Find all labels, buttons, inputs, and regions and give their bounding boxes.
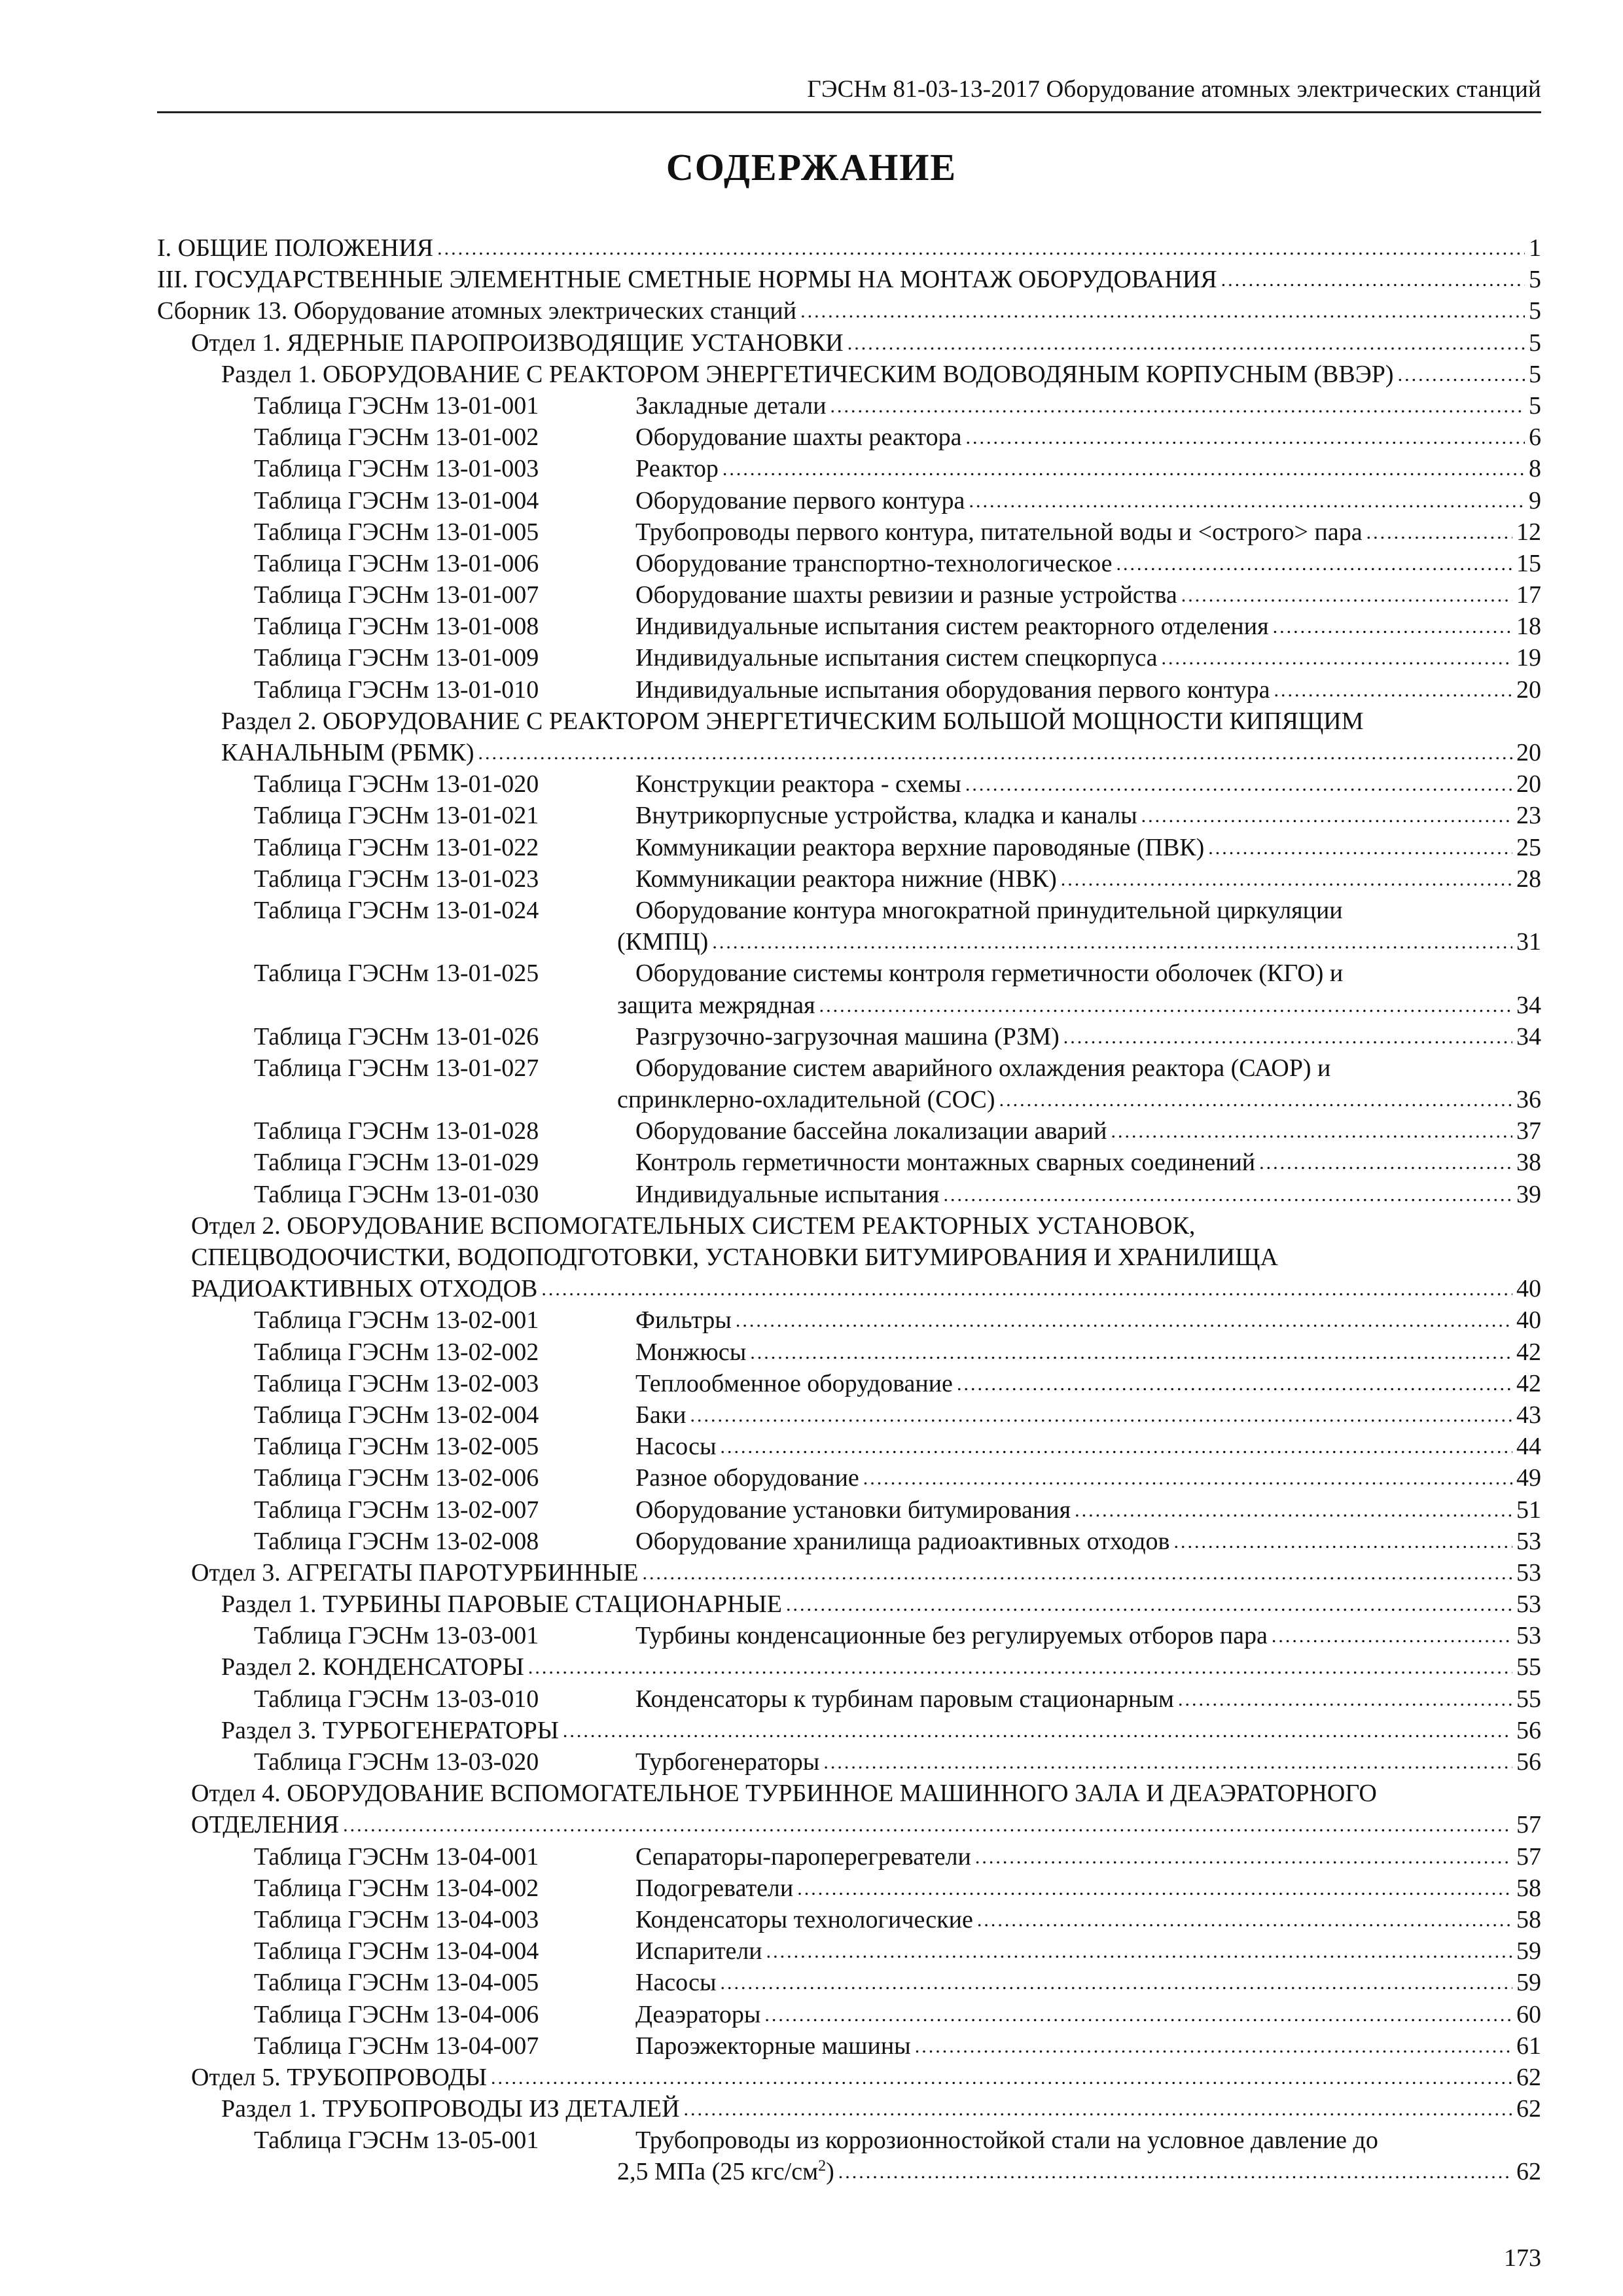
toc-entry-department-cont[interactable] [157, 1242, 1541, 1273]
toc-entry-section[interactable] [157, 2093, 1541, 2125]
dot-leader [800, 294, 1525, 327]
toc-entry-table[interactable] [157, 1494, 1541, 1526]
dot-leader [977, 1903, 1512, 1936]
toc-table-code: Таблица ГЭСНм 13-01-007 [254, 581, 539, 609]
toc-entry-department[interactable] [157, 1210, 1541, 1242]
toc-entry-label: Насосы [635, 1969, 717, 1997]
dot-leader [847, 326, 1525, 359]
toc-entry-table[interactable] [157, 1526, 1541, 1557]
toc-entry-table[interactable] [157, 1462, 1541, 1494]
dot-leader [823, 1745, 1512, 1778]
dot-leader [764, 1998, 1512, 2031]
toc-entry-table[interactable] [157, 422, 1541, 453]
toc-entry-section[interactable] [157, 1651, 1541, 1683]
toc-table-code: Таблица ГЭСНм 13-01-003 [254, 455, 539, 483]
toc-entry-label: Индивидуальные испытания оборудования первого контура [635, 675, 1270, 704]
toc-table-code: Таблица ГЭСНм 13-02-003 [254, 1369, 539, 1397]
toc-entry-label: Насосы [635, 1433, 717, 1461]
toc-entry-table[interactable] [157, 485, 1541, 516]
toc-entry-label: Оборудование первого контура [635, 486, 965, 514]
toc-table-code: Таблица ГЭСНм 13-04-007 [254, 2032, 539, 2060]
toc-entry-page: 31 [1516, 928, 1541, 956]
toc-table-code: Таблица ГЭСНм 13-04-003 [254, 1905, 539, 1933]
dot-leader [1173, 1524, 1512, 1558]
toc-entry-page: 49 [1516, 1464, 1541, 1492]
toc-entry-table[interactable] [157, 548, 1541, 579]
toc-table-code: Таблица ГЭСНм 13-02-005 [254, 1433, 539, 1461]
dot-leader [750, 1335, 1512, 1369]
toc-entry-table[interactable] [157, 863, 1541, 895]
toc-entry-table[interactable] [157, 1179, 1541, 1210]
toc-entry-table[interactable] [157, 1399, 1541, 1431]
toc-table-code: Таблица ГЭСНм 13-01-021 [254, 802, 539, 830]
toc-table-code: Таблица ГЭСНм 13-01-024 [254, 896, 539, 924]
toc-entry-page: 62 [1516, 2063, 1541, 2091]
header-text: ГЭСНм 81-03-13-2017 Оборудование атомных электрических станций [807, 76, 1541, 103]
toc-entry-label-line2 [617, 2156, 834, 2187]
dot-leader [343, 1808, 1512, 1841]
toc-entry-page: 57 [1516, 1842, 1541, 1871]
toc-entry-label: Фильтры [635, 1306, 732, 1335]
toc-entry-page: 12 [1516, 518, 1541, 546]
toc-entry-section[interactable] [157, 1715, 1541, 1746]
dot-leader [541, 1272, 1512, 1305]
toc-entry-page: 38 [1516, 1149, 1541, 1177]
toc-entry-page: 9 [1529, 486, 1541, 514]
toc-entry-page: 42 [1516, 1338, 1541, 1366]
label-tail: ) [826, 2158, 834, 2186]
toc-table-code: Таблица ГЭСНм 13-02-007 [254, 1496, 539, 1524]
toc-entry-label: Раздел 1. ОБОРУДОВАНИЕ С РЕАКТОРОМ ЭНЕРГЕТИЧЕСКИМ ВОДОВОДЯНЫМ КОРПУСНЫМ (ВВЭР) [221, 360, 1394, 388]
toc-entry-page: 42 [1516, 1369, 1541, 1397]
toc-entry-label-line2: (КМПЦ) [617, 928, 709, 956]
toc-entry-table[interactable] [157, 958, 1541, 989]
dot-leader [491, 2060, 1512, 2094]
toc-entry-label: Раздел 2. КОНДЕНСАТОРЫ [221, 1653, 524, 1681]
toc-entry-page: 62 [1516, 2095, 1541, 2123]
dot-leader [642, 1556, 1512, 1589]
toc-table-code: Таблица ГЭСНм 13-01-004 [254, 486, 539, 514]
toc-entry-label: Баки [635, 1401, 687, 1429]
running-header [157, 73, 1541, 113]
toc-entry-page: 5 [1529, 266, 1541, 294]
toc-entry-label-line1: Оборудование системы контроля герметичности оболочек (КГО) и [635, 960, 1344, 988]
toc-table-code: Таблица ГЭСНм 13-01-008 [254, 613, 539, 641]
toc-entry-label: Оборудование установки битумирования [635, 1496, 1071, 1524]
toc-entry-section[interactable] [157, 706, 1541, 737]
dot-leader [1141, 798, 1512, 832]
toc-entry-page: 36 [1516, 1086, 1541, 1114]
dot-leader [684, 2092, 1512, 2125]
toc-entry-table-cont[interactable] [157, 926, 1541, 958]
dot-leader [1259, 1145, 1512, 1179]
toc-entry-page: 1 [1529, 234, 1541, 262]
toc-entry-label: Коммуникации реактора нижние (НВК) [635, 865, 1057, 893]
toc-entry-label: III. ГОСУДАРСТВЕННЫЕ ЭЛЕМЕНТНЫЕ СМЕТНЫЕ НОРМЫ НА МОНТАЖ ОБОРУДОВАНИЯ [157, 266, 1217, 294]
toc-table-code: Таблица ГЭСНм 13-01-005 [254, 518, 539, 546]
toc-table-code: Таблица ГЭСНм 13-03-020 [254, 1748, 539, 1776]
toc-entry-table[interactable] [157, 1904, 1541, 1935]
toc-entry-table[interactable] [157, 2125, 1541, 2156]
toc-entry-label: Конденсаторы технологические [635, 1905, 973, 1933]
toc-entry-section-cont[interactable] [157, 737, 1541, 768]
toc-entry-table[interactable] [157, 832, 1541, 863]
toc-entry-table[interactable] [157, 1336, 1541, 1368]
dot-leader [863, 1461, 1512, 1494]
toc-entry-label: Оборудование хранилища радиоактивных отходов [635, 1527, 1170, 1555]
toc-table-code: Таблица ГЭСНм 13-03-001 [254, 1622, 539, 1650]
toc-table-code: Таблица ГЭСНм 13-04-001 [254, 1842, 539, 1871]
toc-table-code: Таблица ГЭСНм 13-01-001 [254, 391, 539, 420]
dot-leader [1075, 1493, 1512, 1526]
toc-table-code: Таблица ГЭСНм 13-02-006 [254, 1464, 539, 1492]
toc-table-code: Таблица ГЭСНм 13-02-004 [254, 1401, 539, 1429]
toc-table-code: Таблица ГЭСНм 13-04-005 [254, 1969, 539, 1997]
toc-table-code: Таблица ГЭСНм 13-05-001 [254, 2126, 539, 2155]
toc-entry-table[interactable] [157, 1147, 1541, 1178]
label-text: 2,5 МПа (25 кгс/см [617, 2158, 819, 2186]
toc-entry-table[interactable] [157, 1021, 1541, 1052]
toc-entry-page: 60 [1516, 2000, 1541, 2028]
toc-entry-label-line2: КАНАЛЬНЫМ (РБМК) [221, 739, 474, 766]
toc-entry-page: 20 [1516, 675, 1541, 704]
toc-entry-page: 43 [1516, 1401, 1541, 1429]
dot-leader [838, 2155, 1512, 2188]
toc-table-code: Таблица ГЭСНм 13-01-006 [254, 549, 539, 577]
toc-entry-page: 55 [1516, 1685, 1541, 1713]
toc-entry-page: 17 [1516, 581, 1541, 609]
dot-leader [437, 231, 1525, 264]
toc-entry-label: Индивидуальные испытания систем реакторного отделения [635, 613, 1269, 641]
toc-entry-table[interactable] [157, 1935, 1541, 1967]
toc-entry-table[interactable] [157, 1967, 1541, 1998]
toc-entry-table[interactable] [157, 895, 1541, 926]
toc-entry-table[interactable] [157, 453, 1541, 484]
dot-leader [786, 1587, 1512, 1621]
toc-entry-label-line3: РАДИОАКТИВНЫХ ОТХОДОВ [191, 1275, 538, 1303]
toc-entry-label: Внутрикорпусные устройства, кладка и каналы [635, 802, 1137, 830]
toc-entry-section[interactable] [157, 1588, 1541, 1620]
toc-entry-page: 28 [1516, 865, 1541, 893]
toc-entry-label: Раздел 3. ТУРБОГЕНЕРАТОРЫ [221, 1716, 559, 1744]
toc-entry-label: Контроль герметичности монтажных сварных соединений [635, 1149, 1256, 1177]
toc-entry-table[interactable] [157, 1431, 1541, 1462]
toc-entry-label: Оборудование бассейна локализации аварий [635, 1117, 1107, 1145]
dot-leader [975, 1840, 1512, 1873]
toc-entry-table[interactable] [157, 1368, 1541, 1399]
toc-table-code: Таблица ГЭСНм 13-02-002 [254, 1338, 539, 1366]
toc-entry-table[interactable] [157, 642, 1541, 673]
toc-entry-label: Конденсаторы к турбинам паровым стационарным [635, 1685, 1174, 1713]
dot-leader [1178, 1682, 1512, 1715]
toc-entry-department[interactable] [157, 1778, 1541, 1809]
toc-entry-page: 8 [1529, 455, 1541, 483]
dot-leader [915, 2029, 1512, 2062]
toc-entry-page: 56 [1516, 1748, 1541, 1776]
toc-entry-label: Оборудование шахты реактора [635, 423, 962, 452]
toc-entry-table[interactable] [157, 611, 1541, 642]
dot-leader [690, 1398, 1512, 1431]
toc-entry-label: Монжюсы [635, 1338, 747, 1366]
dot-leader [478, 736, 1512, 769]
toc-entry-page: 57 [1516, 1811, 1541, 1839]
toc-entry-page: 37 [1516, 1117, 1541, 1145]
toc-entry-page: 34 [1516, 1022, 1541, 1050]
toc-entry-label: Коммуникации реактора верхние пароводяные (ПВК) [635, 833, 1205, 861]
toc-entry-table[interactable] [157, 768, 1541, 800]
toc-table-code: Таблица ГЭСНм 13-03-010 [254, 1685, 539, 1713]
toc-table-code: Таблица ГЭСНм 13-01-020 [254, 770, 539, 798]
toc-entry-page: 20 [1516, 770, 1541, 798]
toc-entry[interactable] [157, 264, 1541, 295]
toc-entry-page: 53 [1516, 1558, 1541, 1587]
dot-leader [1273, 609, 1512, 643]
toc-entry-label-line1: Оборудование контура многократной принудительной циркуляции [635, 896, 1343, 924]
toc-entry-label: Индивидуальные испытания систем спецкорпуса [635, 644, 1158, 672]
toc-entry-label: Деаэраторы [635, 2000, 761, 2028]
dot-leader [1398, 357, 1525, 391]
toc-entry-page: 5 [1529, 391, 1541, 420]
toc-entry-table-cont[interactable] [157, 2156, 1541, 2187]
toc-entry-table[interactable] [157, 1841, 1541, 1873]
toc-entry-page: 61 [1516, 2032, 1541, 2060]
dot-leader [999, 1083, 1512, 1116]
toc-entry-label: Теплообменное оборудование [635, 1369, 953, 1397]
toc-table-code: Таблица ГЭСНм 13-04-006 [254, 2000, 539, 2028]
dot-leader [966, 420, 1525, 454]
toc-entry-table[interactable] [157, 2030, 1541, 2062]
toc-entry-table[interactable] [157, 1620, 1541, 1651]
dot-leader [1274, 673, 1512, 706]
dot-leader [1063, 1020, 1512, 1053]
toc-entry-label-line1: Оборудование систем аварийного охлаждения реактора (САОР) и [635, 1054, 1331, 1082]
page-number: 173 [1504, 2244, 1541, 2272]
toc-entry-label: Оборудование транспортно-технологическое [635, 549, 1113, 577]
toc-table-code: Таблица ГЭСНм 13-01-009 [254, 644, 539, 672]
toc-entry-department[interactable] [157, 1557, 1541, 1588]
toc-entry-department-cont[interactable] [157, 1809, 1541, 1840]
toc-entry-label: Отдел 1. ЯДЕРНЫЕ ПАРОПРОИЗВОДЯЩИЕ УСТАНОВКИ [191, 329, 844, 357]
toc-entry-label: Турбины конденсационные без регулируемых отборов пара [635, 1622, 1268, 1650]
toc-entry-page: 59 [1516, 1969, 1541, 1997]
dot-leader [830, 389, 1525, 422]
toc-entry-label: Трубопроводы первого контура, питательной воды и <острого> пара [635, 518, 1363, 546]
toc-entry-label: Пароэжекторные машины [635, 2032, 911, 2060]
dot-leader [957, 1367, 1512, 1400]
table-of-contents [157, 232, 1541, 2188]
toc-entry-label: Раздел 1. ТРУБОПРОВОДЫ ИЗ ДЕТАЛЕЙ [221, 2095, 680, 2123]
dot-leader [1162, 641, 1513, 674]
toc-entry-page: 53 [1516, 1622, 1541, 1650]
toc-entry-table[interactable] [157, 579, 1541, 611]
toc-entry-label: Реактор [635, 455, 719, 483]
toc-entry-label: Турбогенераторы [635, 1748, 820, 1776]
toc-entry-label: Конструкции реактора - схемы [635, 770, 961, 798]
dot-leader [1208, 831, 1512, 864]
toc-entry-table[interactable] [157, 516, 1541, 548]
toc-entry-label-line2: СПЕЦВОДООЧИСТКИ, ВОДОПОДГОТОВКИ, УСТАНОВКИ БИТУМИРОВАНИЯ И ХРАНИЛИЩА [191, 1244, 1278, 1271]
dot-leader [965, 767, 1512, 800]
toc-entry-page: 56 [1516, 1716, 1541, 1744]
toc-entry-label: Разное оборудование [635, 1464, 859, 1492]
dot-leader [721, 1965, 1512, 1999]
dot-leader [722, 452, 1525, 485]
toc-entry-page: 40 [1516, 1306, 1541, 1335]
toc-entry-table-cont[interactable] [157, 1084, 1541, 1115]
toc-entry-table-cont[interactable] [157, 990, 1541, 1021]
dot-leader [721, 1429, 1512, 1463]
toc-entry-label: Подогреватели [635, 1874, 794, 1902]
dot-leader [969, 484, 1525, 517]
toc-entry-page: 5 [1529, 360, 1541, 388]
toc-entry-page: 23 [1516, 802, 1541, 830]
toc-entry-page: 34 [1516, 991, 1541, 1019]
toc-entry-department[interactable] [157, 327, 1541, 359]
toc-entry[interactable] [157, 232, 1541, 264]
dot-leader [819, 988, 1512, 1022]
dot-leader [1181, 578, 1512, 611]
toc-entry-label: Сборник 13. Оборудование атомных электрических станций [157, 297, 797, 325]
dot-leader [1116, 547, 1512, 580]
toc-table-code: Таблица ГЭСНм 13-04-004 [254, 1937, 539, 1965]
toc-entry-label: Индивидуальные испытания [635, 1180, 940, 1208]
toc-entry-page: 55 [1516, 1653, 1541, 1681]
toc-entry-table[interactable] [157, 1683, 1541, 1715]
toc-entry-label: Оборудование шахты ревизии и разные устройства [635, 581, 1177, 609]
toc-entry-page: 53 [1516, 1527, 1541, 1555]
toc-entry-label: Испарители [635, 1937, 762, 1965]
toc-entry-table[interactable] [157, 800, 1541, 831]
toc-table-code: Таблица ГЭСНм 13-01-023 [254, 865, 539, 893]
toc-entry-table[interactable] [157, 1052, 1541, 1084]
toc-table-code: Таблица ГЭСНм 13-01-002 [254, 423, 539, 452]
toc-entry-page: 18 [1516, 613, 1541, 641]
toc-table-code: Таблица ГЭСНм 13-01-027 [254, 1054, 539, 1082]
toc-entry-table[interactable] [157, 390, 1541, 422]
dot-leader [736, 1303, 1512, 1336]
superscript: 2 [818, 2157, 827, 2175]
toc-entry-label-line1: Отдел 4. ОБОРУДОВАНИЕ ВСПОМОГАТЕЛЬНОЕ ТУРБИННОЕ МАШИННОГО ЗАЛА И ДЕАЭРАТОРНОГО [191, 1780, 1377, 1808]
toc-table-code: Таблица ГЭСНм 13-01-030 [254, 1180, 539, 1208]
toc-table-code: Таблица ГЭСНм 13-04-002 [254, 1874, 539, 1902]
toc-entry-label-line2: защита межрядная [617, 991, 815, 1019]
toc-entry-page: 51 [1516, 1496, 1541, 1524]
toc-entry-label-line1: Раздел 2. ОБОРУДОВАНИЕ С РЕАКТОРОМ ЭНЕРГЕТИЧЕСКИМ БОЛЬШОЙ МОЩНОСТИ КИПЯЩИМ [221, 707, 1364, 735]
toc-entry-page: 59 [1516, 1937, 1541, 1965]
toc-entry-label-line1: Отдел 2. ОБОРУДОВАНИЕ ВСПОМОГАТЕЛЬНЫХ СИСТЕМ РЕАКТОРНЫХ УСТАНОВОК, [191, 1211, 1196, 1240]
dot-leader [766, 1934, 1512, 1967]
dot-leader [1366, 515, 1512, 548]
toc-table-code: Таблица ГЭСНм 13-01-022 [254, 833, 539, 861]
toc-entry-label: Отдел 5. ТРУБОПРОВОДЫ [191, 2063, 487, 2091]
toc-entry-label: I. ОБЩИЕ ПОЛОЖЕНИЯ [157, 234, 434, 262]
page-title: СОДЕРЖАНИЕ [666, 146, 957, 188]
toc-entry-page: 25 [1516, 833, 1541, 861]
toc-entry-table[interactable] [157, 1746, 1541, 1778]
toc-entry-label-line2: спринклерно-охладительной (СОС) [617, 1086, 995, 1114]
dot-leader [1111, 1114, 1512, 1147]
toc-entry-table[interactable] [157, 1304, 1541, 1336]
toc-entry-table[interactable] [157, 1999, 1541, 2030]
toc-entry-department[interactable] [157, 2062, 1541, 2093]
toc-entry-label-line2: ОТДЕЛЕНИЯ [191, 1811, 340, 1839]
toc-entry[interactable] [157, 295, 1541, 327]
dot-leader [712, 925, 1512, 958]
toc-entry-department-cont[interactable] [157, 1273, 1541, 1304]
dot-leader [943, 1177, 1512, 1211]
toc-table-code: Таблица ГЭСНм 13-01-028 [254, 1117, 539, 1145]
dot-leader [1221, 262, 1525, 296]
dot-leader [563, 1713, 1512, 1747]
toc-entry-page: 20 [1516, 739, 1541, 766]
dot-leader [1061, 862, 1512, 895]
toc-entry-page: 6 [1529, 423, 1541, 452]
dot-leader [797, 1871, 1512, 1905]
toc-table-code: Таблица ГЭСНм 13-01-010 [254, 675, 539, 704]
toc-entry-table[interactable] [157, 674, 1541, 706]
toc-entry-page: 53 [1516, 1590, 1541, 1619]
toc-entry-page: 19 [1516, 644, 1541, 672]
toc-entry-label: Разгрузочно-загрузочная машина (РЗМ) [635, 1022, 1060, 1050]
toc-entry-page: 5 [1529, 329, 1541, 357]
toc-entry-page: 62 [1516, 2158, 1541, 2186]
toc-entry-page: 40 [1516, 1275, 1541, 1303]
toc-entry-label: Раздел 1. ТУРБИНЫ ПАРОВЫЕ СТАЦИОНАРНЫЕ [221, 1590, 782, 1619]
toc-entry-table[interactable] [157, 1115, 1541, 1147]
toc-entry-label-line1: Трубопроводы из коррозионностойкой стали на условное давление до [635, 2126, 1378, 2155]
toc-entry-page: 44 [1516, 1433, 1541, 1461]
toc-table-code: Таблица ГЭСНм 13-02-008 [254, 1527, 539, 1555]
toc-entry-page: 39 [1516, 1180, 1541, 1208]
dot-leader [1272, 1619, 1512, 1652]
toc-entry-table[interactable] [157, 1873, 1541, 1904]
toc-entry-label: Отдел 3. АГРЕГАТЫ ПАРОТУРБИННЫЕ [191, 1558, 639, 1587]
toc-entry-page: 5 [1529, 297, 1541, 325]
toc-entry-section[interactable] [157, 359, 1541, 390]
toc-entry-page: 15 [1516, 549, 1541, 577]
toc-entry-page: 58 [1516, 1874, 1541, 1902]
toc-table-code: Таблица ГЭСНм 13-01-026 [254, 1022, 539, 1050]
dot-leader [528, 1650, 1512, 1683]
toc-table-code: Таблица ГЭСНм 13-02-001 [254, 1306, 539, 1335]
toc-entry-page: 58 [1516, 1905, 1541, 1933]
toc-table-code: Таблица ГЭСНм 13-01-029 [254, 1149, 539, 1177]
toc-table-code: Таблица ГЭСНм 13-01-025 [254, 960, 539, 988]
toc-entry-label: Сепараторы-пароперегреватели [635, 1842, 971, 1871]
toc-entry-label: Закладные детали [635, 391, 827, 420]
